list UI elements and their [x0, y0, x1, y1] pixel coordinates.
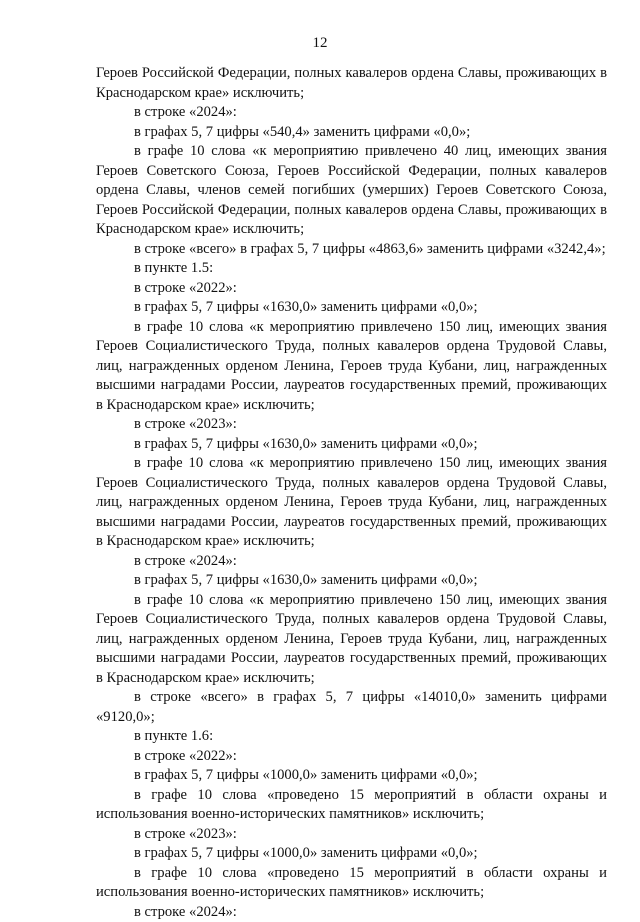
paragraph: в графе 10 слова «к мероприятию привлечено 150 лиц, имеющих звания Героев Социалистического Труда, полных кавалеров ордена Трудовой Славы, лиц, награжденных орденом Ленина, Героев труда Кубани, лиц, награжденных высшими наградами России, лауреатов государственных премий, проживающих в Краснодарском крае» исключить;	[96, 318, 607, 416]
paragraph: в графах 5, 7 цифры «1630,0» заменить цифрами «0,0»;	[96, 298, 607, 318]
page-number: 12	[0, 34, 640, 52]
document-body	[96, 64, 607, 922]
paragraph: в графах 5, 7 цифры «540,4» заменить цифрами «0,0»;	[96, 123, 607, 143]
paragraph: в строке «2024»:	[96, 103, 607, 123]
paragraph: в строке «2022»:	[96, 747, 607, 767]
paragraph: в графе 10 слова «проведено 15 мероприятий в области охраны и использования военно-исторических памятников» исключить;	[96, 786, 607, 825]
paragraph: в графе 10 слова «к мероприятию привлечено 150 лиц, имеющих звания Героев Социалистического Труда, полных кавалеров ордена Трудовой Славы, лиц, награжденных орденом Ленина, Героев труда Кубани, лиц, награжденных высшими наградами России, лауреатов государственных премий, проживающих в Краснодарском крае» исключить;	[96, 454, 607, 552]
paragraph: в строке «всего» в графах 5, 7 цифры «4863,6» заменить цифрами «3242,4»;	[96, 240, 607, 260]
paragraph: в строке «всего» в графах 5, 7 цифры «14010,0» заменить цифрами «9120,0»;	[96, 688, 607, 727]
paragraph: в строке «2024»:	[96, 552, 607, 572]
paragraph: в строке «2024»:	[96, 903, 607, 922]
paragraph: в строке «2023»:	[96, 825, 607, 845]
paragraph: в графе 10 слова «проведено 15 мероприятий в области охраны и использования военно-исторических памятников» исключить;	[96, 864, 607, 903]
paragraph: Героев Российской Федерации, полных кавалеров ордена Славы, проживающих в Краснодарском крае» исключить;	[96, 64, 607, 103]
paragraph: в пункте 1.6:	[96, 727, 607, 747]
paragraph: в пункте 1.5:	[96, 259, 607, 279]
paragraph: в строке «2023»:	[96, 415, 607, 435]
paragraph: в графах 5, 7 цифры «1630,0» заменить цифрами «0,0»;	[96, 435, 607, 455]
paragraph: в графе 10 слова «к мероприятию привлечено 150 лиц, имеющих звания Героев Социалистического Труда, полных кавалеров ордена Трудовой Славы, лиц, награжденных орденом Ленина, Героев труда Кубани, лиц, награжденных высшими наградами России, лауреатов государственных премий, проживающих в Краснодарском крае» исключить;	[96, 591, 607, 689]
paragraph: в графах 5, 7 цифры «1630,0» заменить цифрами «0,0»;	[96, 571, 607, 591]
paragraph: в графах 5, 7 цифры «1000,0» заменить цифрами «0,0»;	[96, 844, 607, 864]
paragraph: в строке «2022»:	[96, 279, 607, 299]
paragraph: в графах 5, 7 цифры «1000,0» заменить цифрами «0,0»;	[96, 766, 607, 786]
paragraph: в графе 10 слова «к мероприятию привлечено 40 лиц, имеющих звания Героев Советского Союза, Героев Российской Федерации, полных кавалеров ордена Славы, членов семей погибших (умерших) Героев Советского Союза, Героев Российской Федерации, полных кавалеров ордена Славы, проживающих в Краснодарском крае» исключить;	[96, 142, 607, 240]
